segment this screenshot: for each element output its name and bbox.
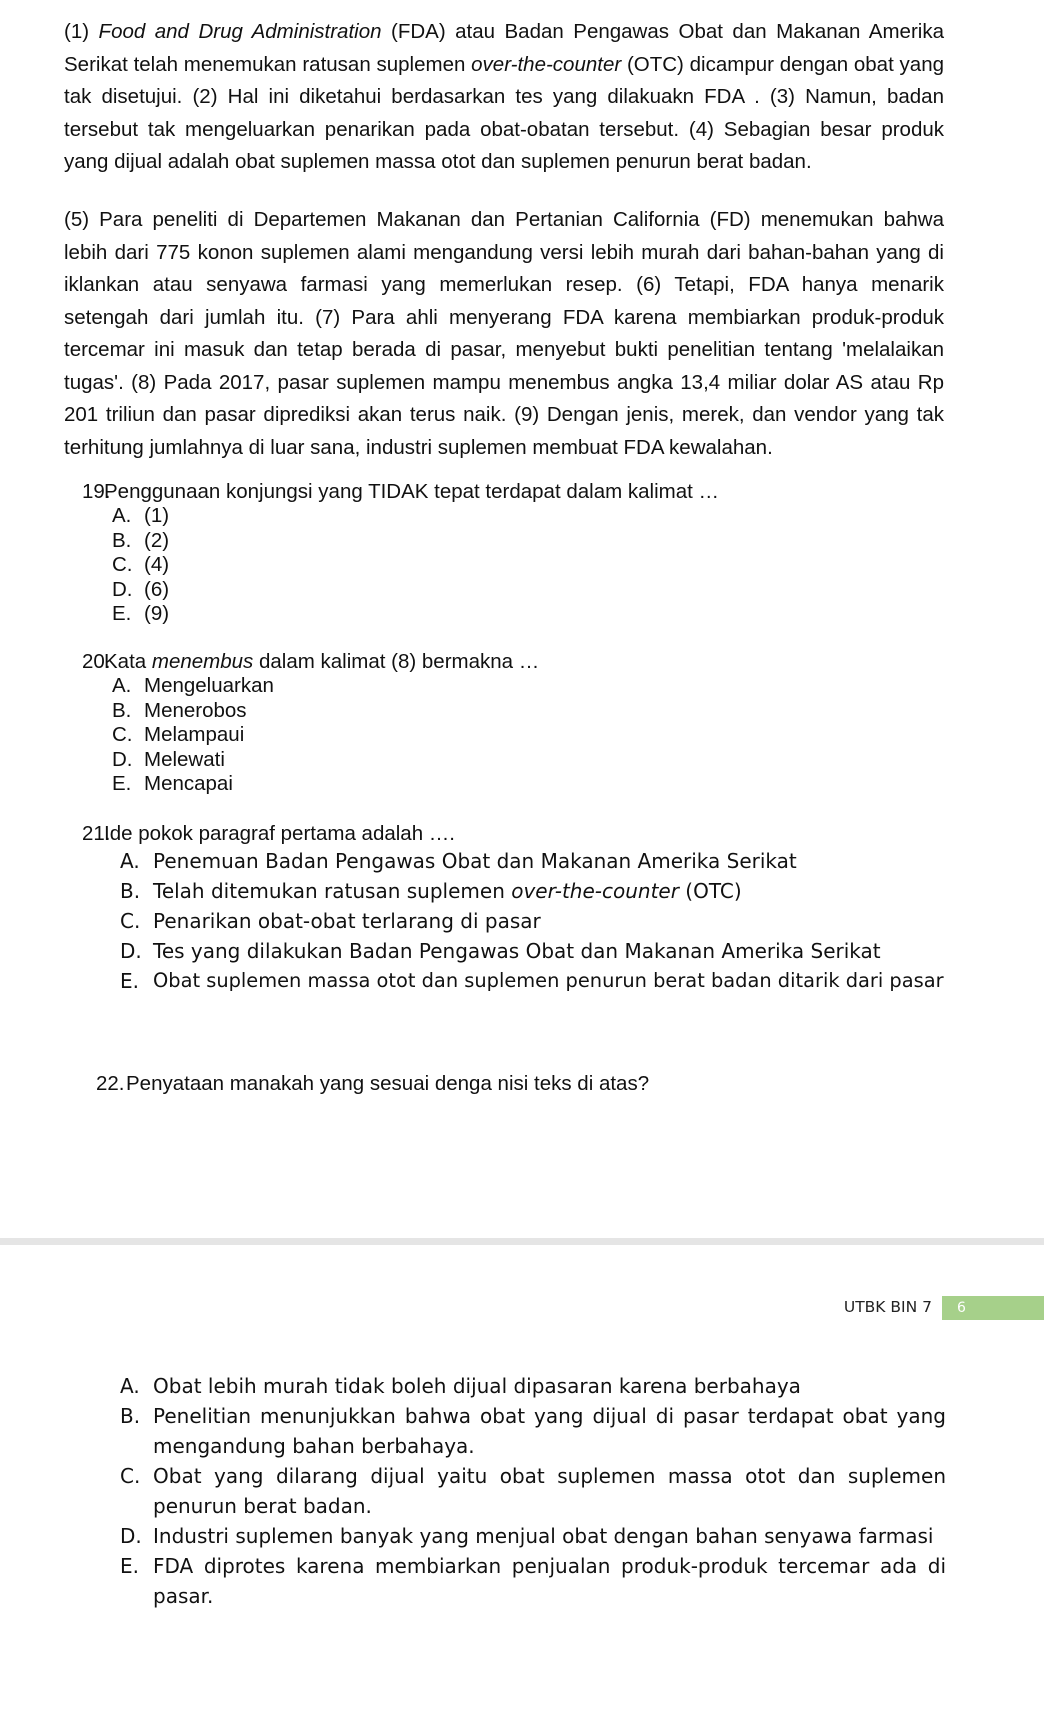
option-e[interactable]: E. (9) [112, 602, 170, 625]
passage-paragraph-1 [64, 16, 944, 179]
option-a[interactable]: A. Penemuan Badan Pengawas Obat dan Makanan Amerika Serikat [120, 849, 797, 873]
option-b[interactable]: B. Menerobos [112, 698, 247, 722]
option-d[interactable]: D. Industri suplemen banyak yang menjual obat dengan bahan senyawa farmasi [120, 1524, 934, 1548]
p1-text: (1) [64, 20, 99, 43]
question-stem: 21.Ide pokok paragraf pertama adalah …. [82, 822, 455, 845]
question-22 [96, 1072, 976, 1096]
option-c[interactable]: C. Melampaui [112, 723, 245, 746]
question-stem: 22.Penyataan manakah yang sesuai denga nisi teks di atas? [96, 1072, 650, 1095]
question-20 [82, 650, 962, 797]
question-19 [82, 480, 962, 627]
p1-italic-term: Food and Drug Administration [98, 20, 382, 43]
option-e[interactable]: E. FDA diprotes karena membiarkan penjualan produk-produk tercemar ada di pasar. [120, 1554, 946, 1608]
option-c[interactable]: C. Penarikan obat-obat terlarang di pasar [120, 909, 541, 933]
option-e[interactable]: E. Mencapai [112, 772, 233, 795]
p1-italic-term: over-the-counter [471, 52, 622, 76]
question-21-options [120, 846, 946, 996]
option-d[interactable]: D. (6) [112, 577, 170, 601]
option-a[interactable]: A. Mengeluarkan [112, 674, 274, 697]
p1-text: (FDA) atau Badan Pengawas Obat dan Makanan Amerika Serikat telah menemukan ratusan suplemen [64, 20, 944, 76]
option-a[interactable]: A. (1) [112, 504, 170, 527]
option-d[interactable]: D. Tes yang dilakukan Badan Pengawas Obat dan Makanan Amerika Serikat [120, 939, 881, 963]
option-list [120, 846, 946, 996]
question-22-options [120, 1371, 946, 1611]
passage-paragraph-2: (5) Para peneliti di Departemen Makanan dan Pertanian California (FD) menemukan bahwa lebih dari 775 konon suplemen alami mengandung versi lebih murah dari bahan-bahan yang di iklankan atau senyawa farmasi yang memerlukan resep. (6) Tetapi, FDA hanya menarik setengah dari jumlah itu. (7) Para ahli menyerang FDA karena membiarkan produk-produk tercemar ini masuk dan tetap berada di pasar, menyebut bukti penelitian tentang 'melalaikan tugas'. (8) Pada 2017, pasar suplemen mampu menembus angka 13,4 miliar dolar AS atau Rp 201 triliun dan pasar diprediksi akan terus naik. (9) Dengan jenis, merek, dan vendor yang tak terhitung jumlahnya di luar sana, industri suplemen membuat FDA kewalahan. [64, 208, 944, 459]
option-b[interactable]: B. Telah ditemukan ratusan suplemen over-the-counter (OTC) [120, 879, 742, 903]
p1-text: (OTC) dicampur dengan obat yang tak disetujui. (2) Hal ini diketahui berdasarkan tes yang dilakuakn FDA . (3) Namun, badan tersebut tak mengeluarkan penarikan pada obat-obatan tersebut. (4) Sebagian besar produk yang dijual adalah obat suplemen massa otot dan suplemen penurun berat badan. [64, 52, 944, 173]
option-list [120, 1371, 946, 1611]
option-b[interactable]: B. Penelitian menunjukkan bahwa obat yang dijual di pasar terdapat obat yang mengandung bahan berbahaya. [120, 1404, 946, 1458]
option-a[interactable]: A. Obat lebih murah tidak boleh dijual dipasaran karena berbahaya [120, 1374, 801, 1398]
question-21 [82, 822, 962, 846]
option-e[interactable]: E. Obat suplemen massa otot dan suplemen penurun berat badan ditarik dari pasar [120, 969, 944, 993]
option-d[interactable]: D. Melewati [112, 747, 225, 771]
option-c[interactable]: C. (4) [112, 553, 170, 576]
question-stem: 20.Kata menembus dalam kalimat (8) bermakna … [82, 650, 540, 673]
option-list [82, 504, 962, 627]
footer-label: UTBK BIN 7 [843, 1298, 932, 1316]
page-number-badge: 6 [942, 1296, 1044, 1320]
option-b[interactable]: B. (2) [112, 528, 170, 552]
option-list [82, 674, 962, 797]
option-c[interactable]: C. Obat yang dilarang dijual yaitu obat suplemen massa otot dan suplemen penurun berat badan. [120, 1464, 946, 1518]
question-stem: 19.Penggunaan konjungsi yang TIDAK tepat terdapat dalam kalimat … [82, 480, 719, 503]
page-break-divider [0, 1238, 1044, 1245]
